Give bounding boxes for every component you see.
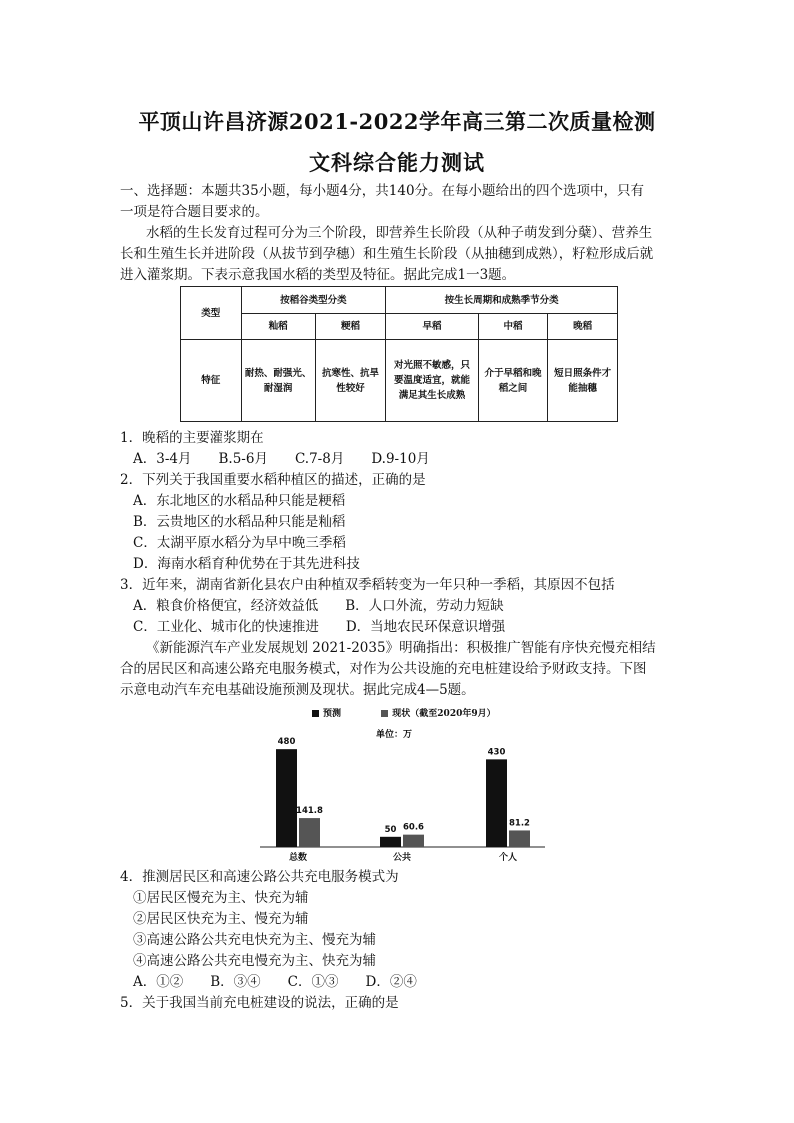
legend-label-forecast: 预测	[323, 709, 342, 719]
q4-statement-1: ①居民区慢充为主、快充为辅	[133, 890, 309, 906]
table-col-middle: 中稻	[478, 314, 548, 340]
passage1-line-3: 进入灌浆期。下表示意我国水稻的类型及特征。据此完成1一3题。	[120, 267, 516, 283]
bar-current-2	[509, 830, 530, 847]
table-cell-indica: 耐热、耐强光、耐湿润	[241, 340, 315, 422]
table-group-season: 按生长周期和成熟季节分类	[386, 287, 618, 314]
chart-unit-label: 单位：万	[376, 730, 413, 740]
charging-infrastructure-chart	[240, 700, 552, 865]
table-cell-early: 对光照不敏感，只要温度适宜，就能满足其生长成熟	[386, 340, 478, 422]
q3-options-cd: C．工业化、城市化的快速推进 D．当地农民环保意识增强	[133, 619, 506, 635]
category-label-1: 公共	[392, 853, 412, 863]
bar-forecast-1	[380, 837, 401, 847]
q1-options: A．3-4月 B.5-6月 C.7-8月 D.9-10月	[133, 451, 430, 467]
category-label-2: 个人	[498, 853, 518, 863]
bar-current-1	[403, 835, 424, 847]
table-col-late: 晚稻	[548, 314, 618, 340]
legend-label-current: 现状（截至2020年9月）	[392, 709, 496, 719]
data-label-current-0: 141.8	[296, 806, 323, 817]
q2-option-b: B．云贵地区的水稻品种只能是籼稻	[133, 514, 346, 530]
instructions-line-1: 一、选择题：本题共35小题，每小题4分，共140分。在每小题给出的四个选项中，只有	[120, 183, 645, 199]
data-label-forecast-2: 430	[487, 747, 506, 758]
q4-options: A．①② B．③④ C．①③ D．②④	[133, 974, 417, 990]
q2-option-a: A．东北地区的水稻品种只能是粳稻	[133, 493, 346, 509]
table-type-header: 类型	[181, 287, 242, 340]
q4-statement-3: ③高速公路公共充电快充为主、慢充为辅	[133, 932, 376, 948]
bar-forecast-2	[486, 759, 507, 847]
passage2-line-2: 合的居民区和高速公路充电服务模式，对作为公共设施的充电桩建设给予财政支持。下图	[120, 661, 647, 677]
q2-stem: 2．下列关于我国重要水稻种植区的描述，正确的是	[120, 472, 426, 488]
data-label-forecast-1: 50	[384, 824, 397, 835]
q3-stem: 3．近年来，湖南省新化县农户由种植双季稻转变为一年只种一季稻，其原因不包括	[120, 577, 615, 593]
table-row-label: 特征	[181, 340, 242, 422]
table-group-grain: 按稻谷类型分类	[241, 287, 386, 314]
instructions-line-2: 一项是符合题目要求的。	[120, 204, 269, 220]
passage2-line-3: 示意电动汽车充电基础设施预测及现状。据此完成4—5题。	[120, 682, 475, 698]
q4-statement-2: ②居民区快充为主、慢充为辅	[133, 911, 309, 927]
bar-current-0	[299, 818, 320, 847]
q2-option-c: C．太湖平原水稻分为早中晚三季稻	[133, 535, 346, 551]
data-label-current-2: 81.2	[509, 818, 530, 829]
table-cell-late: 短日照条件才能抽穗	[548, 340, 618, 422]
passage1-line-1: 水稻的生长发育过程可分为三个阶段，即营养生长阶段（从种子萌发到分蘖）、营养生	[146, 225, 653, 241]
passage1-line-2: 长和生殖生长并进阶段（从拔节到孕穗）和生殖生长阶段（从抽穗到成熟），籽粒形成后就	[120, 246, 654, 262]
q4-stem: 4．推测居民区和高速公路公共充电服务模式为	[120, 869, 399, 885]
q5-stem: 5．关于我国当前充电桩建设的说法，正确的是	[120, 995, 399, 1011]
table-col-japonica: 粳稻	[315, 314, 386, 340]
table-cell-middle: 介于早稻和晚稻之间	[478, 340, 548, 422]
bar-forecast-0	[276, 749, 297, 847]
rice-type-table	[180, 286, 618, 422]
q4-statement-4: ④高速公路公共充电慢充为主、快充为辅	[133, 953, 376, 969]
q2-option-d: D．海南水稻育种优势在于其先进科技	[133, 556, 360, 572]
passage2-line-1: 《新能源汽车产业发展规划 2021-2035》明确指出：积极推广智能有序快充慢充相结	[146, 640, 656, 656]
q1-stem: 1．晚稻的主要灌浆期在	[120, 430, 264, 446]
table-cell-japonica: 抗寒性、抗旱性较好	[315, 340, 386, 422]
q3-options-ab: A．粮食价格便宜，经济效益低 B．人口外流，劳动力短缺	[133, 598, 504, 614]
table-col-indica: 籼稻	[241, 314, 315, 340]
exam-title: 平顶山许昌济源2021-2022学年高三第二次质量检测	[138, 109, 656, 134]
data-label-current-1: 60.6	[403, 822, 424, 833]
table-col-early: 早稻	[386, 314, 478, 340]
data-label-forecast-0: 480	[277, 737, 296, 748]
exam-subtitle: 文科综合能力测试	[309, 150, 485, 175]
category-label-0: 总数	[288, 853, 308, 863]
